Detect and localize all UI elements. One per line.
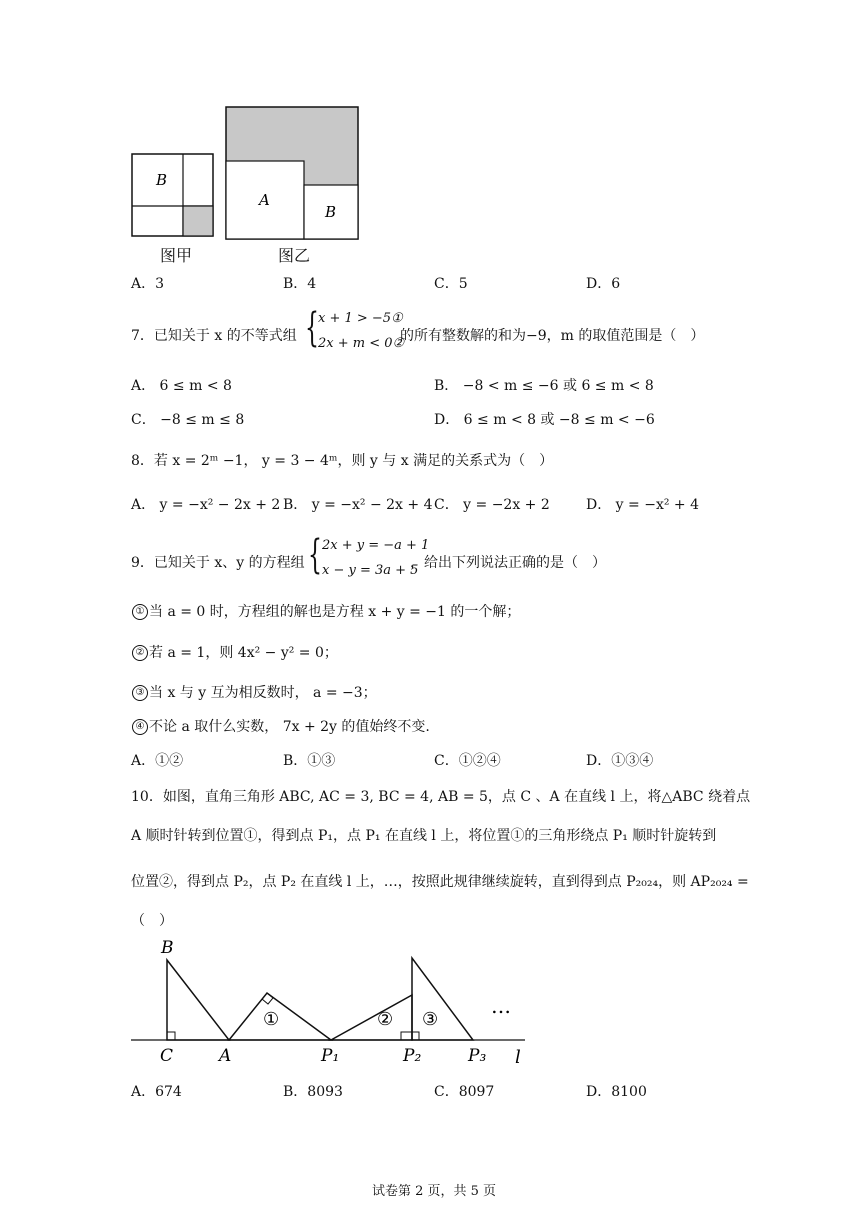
q9-line2: x − y = 3a + 5 [322,563,419,578]
label-dots: … [491,994,511,1018]
q10-option-c: C．8097 [434,1084,495,1100]
fig-a-label-b: B [156,171,168,189]
q9-prefix: 9．已知关于 x、y 的方程组 [131,555,305,571]
q8-stem: 8．若 x = 2ᵐ −1， y = 3 − 4ᵐ，则 y 与 x 满足的关系式为（ ） [131,453,554,469]
q10-line3: 位置②，得到点 P₂，点 P₂ 在直线 l 上，…，按照此规律继续旋转，直到得到点 P₂₀₂₄，则 AP₂₀₂₄ = [131,874,749,890]
q8-option-d: D． y = −x² + 4 [586,497,699,513]
q7-line1: x + 1 > −5① [318,311,403,326]
label-b: B [161,938,174,958]
q9-statement-3 [131,682,377,702]
q7-option-a: A． 6 ≤ m < 8 [131,378,232,394]
fig-b-label-a: A [259,191,270,209]
label-l: l [515,1047,521,1068]
q6-option-b: B．4 [283,276,317,292]
q9-option-a: A．①② [131,753,184,769]
q6-option-a: A．3 [131,276,165,292]
q9-suffix: ，给出下列说法正确的是（ ） [410,555,606,571]
q7-prefix: 7．已知关于 x 的不等式组 [131,328,297,344]
label-p3: P₃ [468,1046,487,1066]
q7-suffix: 的所有整数解的和为−9，m 的取值范围是（ ） [400,328,705,344]
statement-text: 不论 a 取什么实数， 7x + 2y 的值始终不变. [149,719,430,735]
q10-line4: （ ） [131,913,173,929]
q10-option-d: D．8100 [586,1084,647,1100]
q7-line2: 2x + m < 0② [318,336,405,351]
statement-mark: ① [132,604,148,620]
q9-statement-4 [131,716,430,736]
mark-2: ② [377,1009,394,1030]
statement-mark: ③ [132,685,148,701]
q10-line1: 10．如图，直角三角形 ABC, AC = 3, BC = 4, AB = 5，点 C 、A 在直线 l 上，将△ABC 绕着点 [131,789,751,805]
q9-brace: { [308,532,322,578]
q7-option-b: B． −8 < m ≤ −6 或 6 ≤ m < 8 [434,378,654,394]
q9-option-c: C．①②④ [434,753,501,769]
q9-option-d: D．①③④ [586,753,654,769]
mark-1: ① [263,1009,280,1030]
q9-statement-1 [131,601,520,621]
q8-option-c: C． y = −2x + 2 [434,497,550,513]
statement-text: 若 a = 1，则 4x² − y² = 0； [149,645,338,661]
q9-statement-2 [131,642,338,662]
q6-option-c: C．5 [434,276,468,292]
q8-option-a: A． y = −x² − 2x + 2 [131,497,281,513]
fig-b-caption: 图乙 [278,246,311,265]
q6-option-d: D．6 [586,276,621,292]
statement-mark: ② [132,645,148,661]
label-p1: P₁ [321,1046,340,1066]
page-footer: 试卷第 2 页，共 5 页 [371,1184,497,1199]
q9-line1: 2x + y = −a + 1 [322,538,430,553]
label-a: A [219,1046,232,1066]
fig-b-label-b: B [325,203,337,221]
q7-option-d: D． 6 ≤ m < 8 或 −8 ≤ m < −6 [434,412,655,428]
q8-option-b: B． y = −x² − 2x + 4 [283,497,433,513]
label-p2: P₂ [403,1046,422,1066]
fig-a-caption: 图甲 [160,246,193,265]
q9-option-b: B．①③ [283,753,336,769]
label-c: C [160,1046,174,1066]
mark-3: ③ [422,1009,439,1030]
q10-rotation-figure [125,935,535,1070]
q10-option-b: B．8093 [283,1084,343,1100]
statement-text: 当 x 与 y 互为相反数时， a = −3； [149,685,377,701]
statement-text: 当 a = 0 时，方程组的解也是方程 x + y = −1 的一个解； [149,604,521,620]
q10-option-a: A．674 [131,1084,182,1100]
q7-option-c: C． −8 ≤ m ≤ 8 [131,412,245,428]
q7-brace: { [305,305,319,351]
statement-mark: ④ [132,719,148,735]
q10-line2: A 顺时针转到位置①，得到点 P₁，点 P₁ 在直线 l 上，将位置①的三角形绕点 P₁ 顺时针旋转到 [131,828,717,844]
